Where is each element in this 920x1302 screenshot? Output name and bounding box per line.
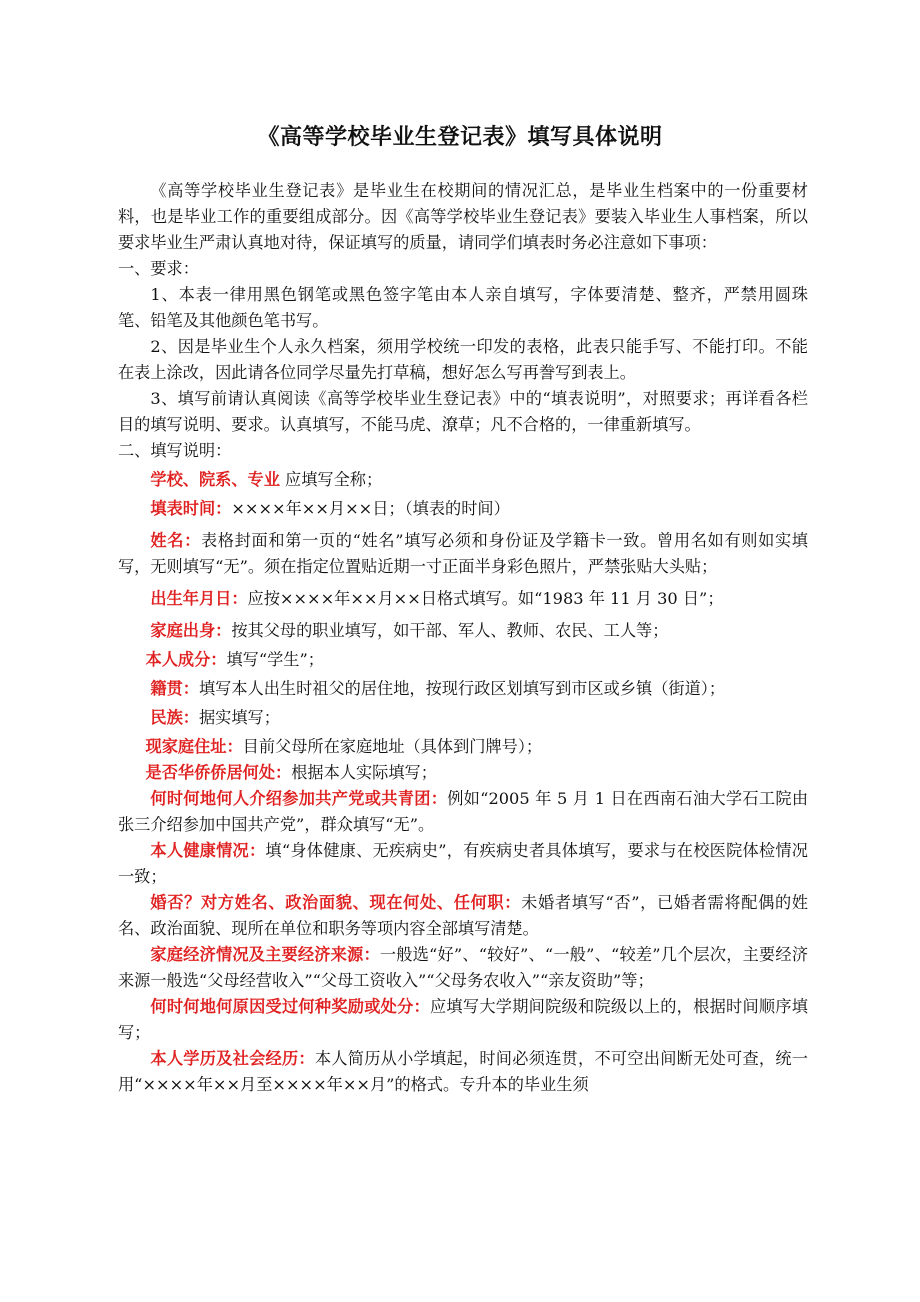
field-label: 本人健康情况：	[150, 841, 266, 860]
field-text: 本人简历从小学填起，时间必须连贯，不可空出间断无处可查，统一用“××××年××月至××××年××月”的格式。专升本的毕业生须	[118, 1049, 808, 1094]
field-text: ××××年××月××日；（填表的时间）	[231, 499, 510, 518]
field-text: 目前父母所在家庭地址（具体到门牌号）；	[242, 737, 543, 756]
field-label: 学校、院系、专业	[150, 470, 280, 489]
instruction-item	[118, 994, 808, 1046]
document-body	[118, 178, 808, 1098]
field-text: 填写“学生”；	[226, 650, 324, 669]
field-text: 按其父母的职业填写，如干部、军人、教师、农民、工人等；	[231, 621, 669, 640]
field-label: 家庭出身：	[150, 621, 232, 640]
field-label: 何时何地何原因受过何种奖励或处分：	[150, 997, 430, 1016]
field-text: 填写本人出生时祖父的居住地，按现行政区划填写到市区或乡镇（街道）；	[198, 679, 726, 698]
instruction-item	[118, 890, 808, 942]
field-text: 一般选“好”、“较好”、“一般”、“较差”几个层次，主要经济来源一般选“父母经营收入”“父母工资收入”“父母务农收入”“亲友资助”等；	[118, 945, 809, 990]
intro-paragraph: 《高等学校毕业生登记表》是毕业生在校期间的情况汇总，是毕业生档案中的一份重要材料，也是毕业工作的重要组成部分。因《高等学校毕业生登记表》要装入毕业生人事档案，所以要求毕业生严肃认真地对待，保证填写的质量，请同学们填表时务必注意如下事项：	[118, 181, 808, 252]
field-label: 填表时间：	[150, 499, 232, 518]
field-label: 婚否？对方姓名、政治面貌、现在何处、任何职：	[150, 893, 522, 912]
field-label: 现家庭住址：	[145, 737, 243, 756]
instruction-item	[118, 618, 808, 644]
instruction-item	[118, 786, 808, 838]
instruction-item	[118, 586, 808, 612]
field-label: 家庭经济情况及主要经济来源：	[150, 945, 380, 964]
field-label: 姓名：	[150, 531, 201, 550]
instruction-item	[118, 705, 808, 731]
field-text: 填“身体健康、无疾病史”，有疾病史者具体填写，要求与在校医院体检情况一致；	[118, 841, 808, 886]
field-label: 籍贯：	[150, 679, 199, 698]
instruction-item	[118, 734, 808, 760]
instruction-item	[118, 760, 808, 786]
requirement-item: 2、因是毕业生个人永久档案，须用学校统一印发的表格，此表只能手写、不能打印。不能在表上涂改，因此请各位同学尽量先打草稿，想好怎么写再誊写到表上。	[118, 337, 808, 382]
instruction-item	[118, 1046, 808, 1098]
requirement-item: 3、填写前请认真阅读《高等学校毕业生登记表》中的“填表说明”，对照要求；再详看各栏目的填写说明、要求。认真填写，不能马虎、潦草；凡不合格的，一律重新填写。	[118, 389, 808, 434]
field-text: 应按××××年××月××日格式填写。如“1983 年 11 月 30 日”；	[247, 589, 724, 608]
field-label: 是否华侨侨居何处：	[145, 763, 292, 782]
instruction-item	[118, 528, 808, 580]
field-label: 本人学历及社会经历：	[150, 1049, 315, 1068]
instruction-item	[118, 647, 808, 673]
instruction-item	[118, 496, 808, 522]
field-text: 应填写全称；	[279, 470, 383, 489]
page-title: 《高等学校毕业生登记表》填写具体说明	[257, 125, 663, 150]
field-text: 应填写大学期间院级和院级以上的，根据时间顺序填写；	[118, 997, 808, 1042]
field-label: 本人成分：	[145, 650, 227, 669]
instruction-item	[118, 838, 808, 890]
field-label: 出生年月日：	[150, 589, 248, 608]
instruction-item	[118, 942, 808, 994]
instruction-item	[118, 676, 808, 702]
section-heading-requirements: 一、要求：	[118, 259, 199, 278]
field-label: 民族：	[150, 708, 199, 727]
field-text: 表格封面和第一页的“姓名”填写必须和身份证及学籍卡一致。曾用名如有则如实填写，无则填写“无”。须在指定位置贴近期一寸正面半身彩色照片，严禁张贴大头贴；	[118, 531, 808, 576]
field-text: 据实填写；	[198, 708, 280, 727]
field-text: 根据本人实际填写；	[291, 763, 437, 782]
field-label: 何时何地何人介绍参加共产党或共青团：	[150, 789, 448, 808]
section-heading-instructions: 二、填写说明：	[118, 441, 232, 460]
field-text: 未婚者填写“否”，已婚者需将配偶的姓名、政治面貌、现所在单位和职务等项内容全部填写清楚。	[118, 893, 808, 938]
requirement-item: 1、本表一律用黑色钢笔或黑色签字笔由本人亲自填写，字体要清楚、整齐，严禁用圆珠笔、铅笔及其他颜色笔书写。	[118, 285, 808, 330]
field-text: 例如“2005 年 5 月 1 日在西南石油大学石工院由张三介绍参加中国共产党”，群众填写“无”。	[118, 789, 809, 834]
instruction-item	[118, 467, 808, 493]
